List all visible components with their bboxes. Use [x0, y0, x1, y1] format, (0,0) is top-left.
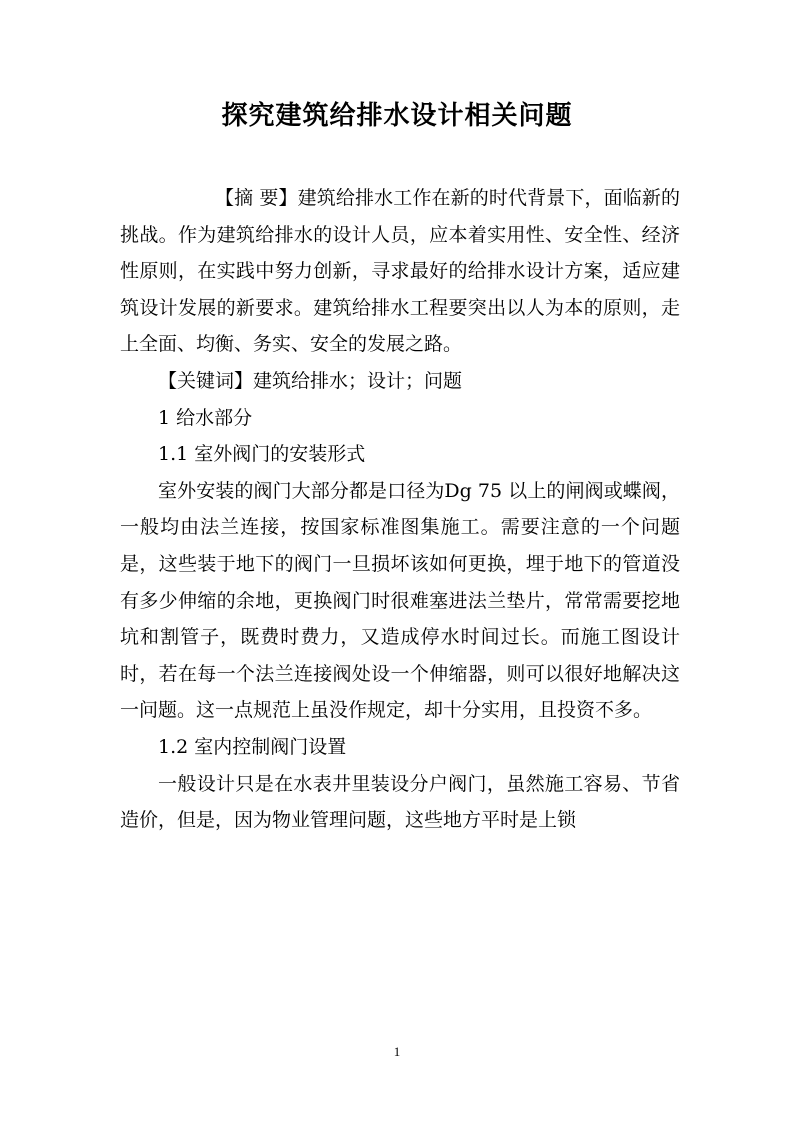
section-heading-1-2: 1.2 室内控制阀门设置 [158, 735, 347, 758]
document-title: 探究建筑给排水设计相关问题 [221, 101, 573, 131]
document-body [120, 180, 680, 839]
section-heading-1: 1 给水部分 [158, 406, 253, 429]
abstract-paragraph: 【摘 要】建筑给排水工作在新的时代背景下，面临新的挑战。作为建筑给排水的设计人员，应本着实用性、安全性、经济性原则，在实践中努力创新，寻求最好的给排水设计方案，适应建筑设计发展的新要求。建筑给排水工程要突出以人为本的原则，走上全面、均衡、务实、安全的发展之路。 [120, 187, 680, 356]
section-heading-1-1: 1.1 室外阀门的安装形式 [158, 443, 366, 466]
keywords-paragraph: 【关键词】建筑给排水；设计；问题 [158, 369, 463, 392]
section-1-2-paragraph: 一般设计只是在水表井里装设分户阀门，虽然施工容易、节省造价，但是，因为物业管理问题，这些地方平时是上锁 [120, 772, 680, 832]
section-1-1-paragraph: 室外安装的阀门大部分都是口径为Dg 75 以上的闸阀或蝶阀，一般均由法兰连接，按国家标准图集施工。需要注意的一个问题是，这些装于地下的阀门一旦损坏该如何更换，埋于地下的管道没有多少伸缩的余地，更换阀门时很难塞进法兰垫片，常常需要挖地坑和割管子，既费时费力，又造成停水时间过长。而施工图设计时，若在每一个法兰连接阀处设一个伸缩器，则可以很好地解决这一问题。这一点规范上虽没作规定，却十分实用，且投资不多。 [120, 479, 680, 722]
page-number: 1 [393, 1044, 401, 1059]
